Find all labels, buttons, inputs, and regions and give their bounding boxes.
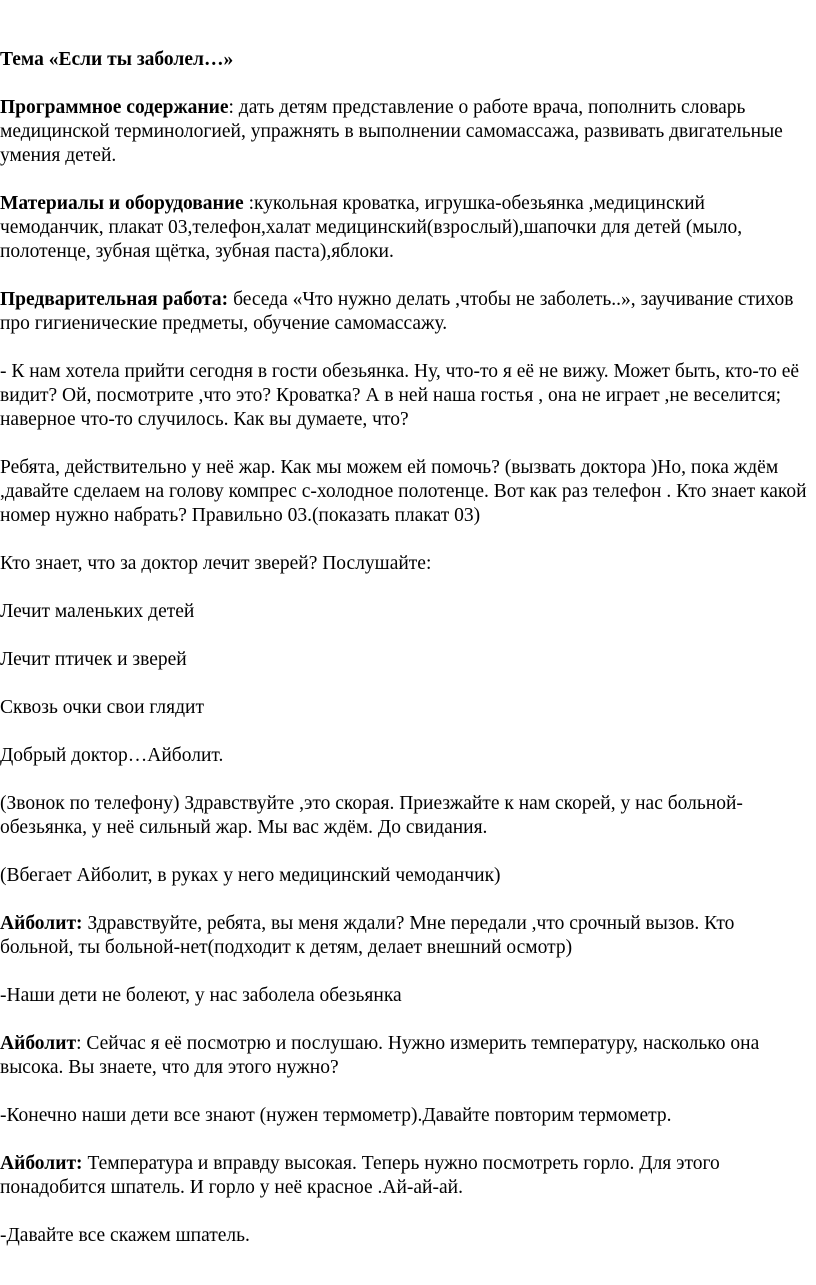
aibolit-label: Айболит: <box>0 913 83 934</box>
monkey-intro-paragraph: - К нам хотела прийти сегодня в гости обезьянка. Ну, что-то я её не вижу. Может быть, кто-то её видит? Ой, посмотрите ,что это? Кроватка? А в ней наша гостья , она не играет ,не веселится; наверное что-то случилось. Как вы думаете, что? <box>0 361 800 430</box>
aibolit-label: Айболит: <box>0 1153 83 1174</box>
doctor-question-paragraph: Кто знает, что за доктор лечит зверей? Послушайте: <box>0 553 432 574</box>
aibolit-greeting-text: Здравствуйте, ребята, вы меня ждали? Мне передали ,что срочный вызов. Кто больной, ты больной-нет(подходит к детям, делает внешний осмотр) <box>0 913 735 958</box>
materials-label: Материалы и оборудование <box>0 193 244 214</box>
materials-text: :кукольная кроватка, игрушка-обезьянка ,медицинский чемоданчик, плакат 03,телефон,халат медицинский(взрослый),шапочки для детей (мыло, полотенце, зубная щётка, зубная паста),яблоки. <box>0 193 743 262</box>
aibolit-temperature-paragraph <box>0 1032 810 1080</box>
poem-line: Лечит маленьких детей <box>0 601 195 622</box>
fever-paragraph: Ребята, действительно у неё жар. Как мы можем ей помочь? (вызвать доктора )Но, пока ждём ,давайте сделаем на голову компрес с-холодное полотенце. Вот как раз телефон . Кто знает какой номер нужно набрать? Правильно 03.(показать плакат 03) <box>0 457 807 526</box>
aibolit-greeting-paragraph <box>0 912 810 960</box>
program-content-paragraph <box>0 96 810 168</box>
materials-paragraph <box>0 192 810 264</box>
aibolit-label: Айболит <box>0 1033 77 1054</box>
preliminary-work-label: Предварительная работа: <box>0 289 229 310</box>
program-content-label: Программное содержание <box>0 97 229 118</box>
aibolit-enters-paragraph: (Вбегает Айболит, в руках у него медицинский чемоданчик) <box>0 865 501 886</box>
preliminary-work-paragraph <box>0 288 810 336</box>
document-title: Тема «Если ты заболел…» <box>0 49 234 70</box>
poem-line: Сквозь очки свои глядит <box>0 697 204 718</box>
aibolit-throat-paragraph <box>0 1152 810 1200</box>
aibolit-throat-text: Температура и вправду высокая. Теперь нужно посмотреть горло. Для этого понадобится шпатель. И горло у неё красное .Ай-ай-ай. <box>0 1153 720 1198</box>
document-page <box>0 48 810 1272</box>
aibolit-temperature-text: : Сейчас я её посмотрю и послушаю. Нужно измерить температуру, насколько она высока. Вы знаете, что для этого нужно? <box>0 1033 760 1078</box>
phone-call-paragraph: (Звонок по телефону) Здравствуйте ,это скорая. Приезжайте к нам скорей, у нас больной-обезьянка, у неё сильный жар. Мы вас ждём. До свидания. <box>0 793 743 838</box>
spatula-paragraph: -Давайте все скажем шпатель. <box>0 1225 250 1246</box>
poem-line: Добрый доктор…Айболит. <box>0 745 224 766</box>
thermometer-paragraph: -Конечно наши дети все знают (нужен термометр).Давайте повторим термометр. <box>0 1105 672 1126</box>
preliminary-work-text: беседа «Что нужно делать ,чтобы не заболеть..», заучивание стихов про гигиенические предметы, обучение самомассажу. <box>0 289 794 334</box>
poem-line: Лечит птичек и зверей <box>0 649 187 670</box>
children-reply-paragraph: -Наши дети не болеют, у нас заболела обезьянка <box>0 985 402 1006</box>
program-content-text: : дать детям представление о работе врача, пополнить словарь медицинской терминологией, упражнять в выполнении самомассажа, развивать двигательные умения детей. <box>0 97 783 166</box>
